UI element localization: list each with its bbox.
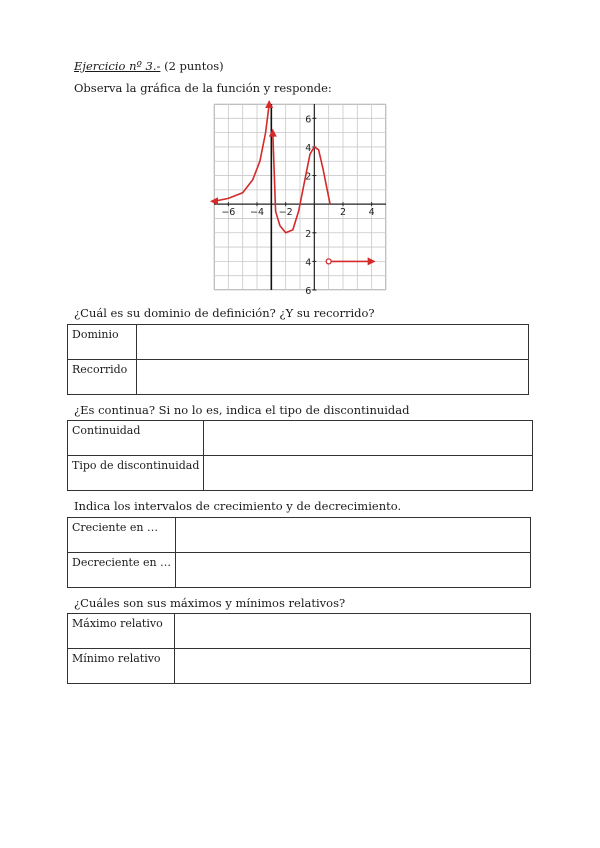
x-tick-label: −6 [221, 207, 236, 219]
domain-label: Dominio [68, 325, 137, 360]
y-tick-label: 2 [305, 171, 312, 183]
question-domain-range: ¿Cuál es su dominio de definición? ¿Y su recorrido? [74, 306, 375, 320]
range-answer-cell[interactable] [137, 360, 529, 395]
continuity-answer-cell[interactable] [204, 421, 533, 456]
continuity-label: Continuidad [68, 421, 204, 456]
open-point [326, 259, 331, 264]
table-row [68, 456, 533, 491]
domain-range-table [67, 324, 529, 395]
y-tick-label: 2 [305, 228, 312, 240]
exercise-points: (2 puntos) [164, 59, 224, 73]
instruction-text: Observa la gráfica de la función y responde: [74, 81, 332, 95]
table-row [68, 360, 529, 395]
y-tick-label: 6 [305, 286, 312, 297]
increasing-label: Creciente en … [68, 518, 176, 553]
extrema-table [67, 613, 531, 684]
decreasing-answer-cell[interactable] [176, 553, 531, 588]
y-tick-label: 6 [305, 114, 312, 126]
min-answer-cell[interactable] [175, 649, 531, 684]
table-row [68, 614, 531, 649]
question-monotonicity: Indica los intervalos de crecimiento y de decrecimiento. [74, 499, 402, 513]
x-tick-label: 4 [368, 207, 375, 219]
discontinuity-type-label: Tipo de discontinuidad [68, 456, 204, 491]
exercise-header [74, 59, 224, 73]
discontinuity-type-answer-cell[interactable] [204, 456, 533, 491]
continuity-table [67, 420, 533, 491]
table-row [68, 553, 531, 588]
decreasing-label: Decreciente en … [68, 553, 176, 588]
x-tick-label: 2 [339, 207, 347, 219]
max-label: Máximo relativo [68, 614, 175, 649]
y-tick-label: 4 [305, 142, 312, 154]
range-label: Recorrido [68, 360, 137, 395]
increasing-answer-cell[interactable] [176, 518, 531, 553]
x-tick-label: −2 [278, 207, 293, 219]
table-row [68, 649, 531, 684]
monotonicity-table [67, 517, 531, 588]
table-row [68, 518, 531, 553]
question-extrema: ¿Cuáles son sus máximos y mínimos relativos? [74, 596, 346, 610]
table-row [68, 421, 533, 456]
function-graph [214, 104, 386, 297]
domain-answer-cell[interactable] [137, 325, 529, 360]
y-tick-label: 4 [305, 257, 312, 269]
min-label: Mínimo relativo [68, 649, 175, 684]
x-tick-label: −4 [249, 207, 265, 219]
table-row [68, 325, 529, 360]
question-continuity: ¿Es continua? Si no lo es, indica el tipo de discontinuidad [74, 403, 410, 417]
exercise-label: Ejercicio nº 3.- [74, 59, 161, 73]
max-answer-cell[interactable] [175, 614, 531, 649]
